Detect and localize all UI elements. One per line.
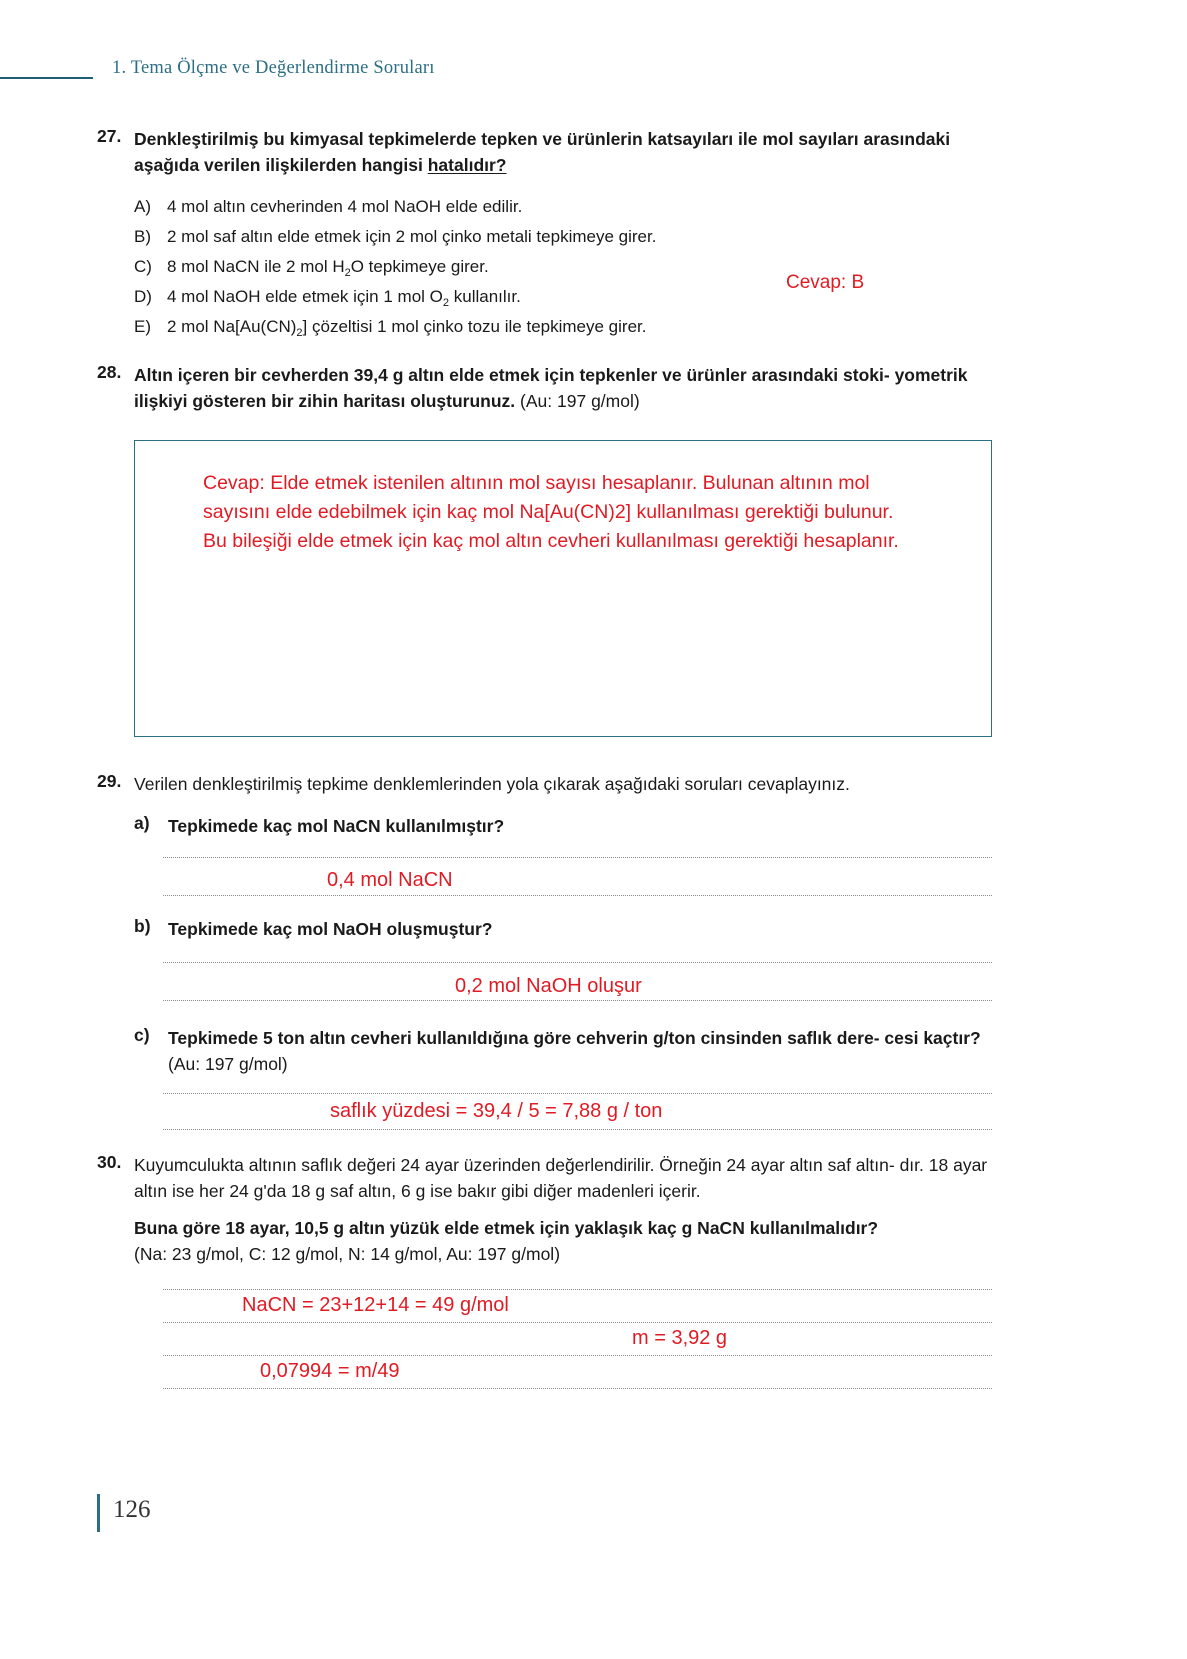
option-c-text-a: 8 mol NaCN ile 2 mol H [167,257,345,276]
question-30-number: 30. [97,1152,122,1172]
question-28-note: (Au: 197 g/mol) [520,391,640,411]
header-title: 1. Tema Ölçme ve Değerlendirme Soruları [112,58,435,78]
subquestion-c-answer: saflık yüzdesi = 39,4 / 5 = 7,88 g / ton [330,1100,663,1122]
option-a-label: A) [134,197,151,216]
option-e-text-a: 2 mol Na[Au(CN) [167,317,297,336]
answer-line-30-4 [163,1388,992,1389]
option-c-label: C) [134,257,152,276]
question-28-answer-text: Cevap: Elde etmek istenilen altının mol sayısı hesaplanır. Bulunan altının mol sayısını elde edebilmek için kaç mol Na[Au(CN)2] kullanılması gerektiği bulunur. Bu bileşiği elde etmek için kaç mol altın cevheri kullanılması gerektiği hesaplanır. [203,472,899,552]
subquestion-c-text-line1: Tepkimede 5 ton altın cevheri kullanıldığına göre cehverin g/ton cinsinden saflık dere- [168,1028,880,1048]
question-28-prompt [134,362,997,414]
question-30-prompt-line2: dır. 18 ayar altın ise her 24 g'da 18 g saf altın, 6 g ise bakır gibi diğer madenleri içerir. [134,1155,988,1201]
question-28-prompt-line2: yometrik ilişkiyi gösteren bir zihin haritası oluşturunuz. [134,365,968,411]
subquestion-a-label: a) [134,813,150,833]
question-29-prompt [134,771,997,797]
question-28-prompt-line1: Altın içeren bir cevherden 39,4 g altın elde etmek için tepkenler ve ürünler arasındaki stoki- [134,365,890,385]
option-b-label: B) [134,227,151,246]
option-a-text: 4 mol altın cevherinden 4 mol NaOH elde edilir. [167,197,523,216]
question-27-prompt [134,126,997,178]
question-30-followup [97,1215,997,1267]
question-30-prompt-line1: Kuyumculukta altının saflık değeri 24 ayar üzerinden değerlendirilir. Örneğin 24 ayar altın saf altın- [134,1155,895,1175]
subquestion-c-note: (Au: 197 g/mol) [168,1054,288,1074]
subquestion-b-answer: 0,2 mol NaOH oluşur [455,975,642,997]
page-number: 126 [113,1496,151,1523]
subquestion-c-text-line2: cesi kaçtır? [884,1028,981,1048]
question-27-options [134,192,834,342]
answer-line-b-1 [163,962,992,963]
question-30-bold-prompt: Buna göre 18 ayar, 10,5 g altın yüzük elde etmek için yaklaşık kaç g NaCN kullanılmalıdır? [134,1218,879,1238]
option-c [134,252,834,282]
question-30-answer-1: NaCN = 23+12+14 = 49 g/mol [242,1294,509,1316]
subquestion-a-answer: 0,4 mol NaCN [327,869,453,891]
answer-line-a-2 [163,895,992,896]
answer-line-c-2 [163,1129,992,1130]
answer-line-c-1 [163,1093,992,1094]
subquestion-b-label: b) [134,916,151,936]
subquestion-c [134,1025,1004,1077]
question-30-answer-3: 0,07994 = m/49 [260,1360,400,1382]
question-30-note: (Na: 23 g/mol, C: 12 g/mol, N: 14 g/mol, Au: 197 g/mol) [134,1244,561,1264]
option-c-subscript: 2 [344,267,351,279]
option-c-text-b: O tepkimeye girer. [350,257,489,276]
option-e-label: E) [134,317,151,336]
question-27-number: 27. [97,126,122,146]
footer-accent-bar [97,1494,100,1532]
answer-line-b-2 [163,1000,992,1001]
option-b-text: 2 mol saf altın elde etmek için 2 mol çinko metali tepkimeye girer. [167,227,657,246]
option-d-subscript: 2 [442,297,450,309]
question-29 [97,771,997,797]
option-d [134,282,834,312]
subquestion-c-label: c) [134,1025,150,1045]
question-27-answer: Cevap: B [786,272,865,293]
option-d-text-b: kullanılır. [449,287,521,306]
question-30-prompt [134,1152,997,1204]
option-d-label: D) [134,287,152,306]
answer-line-a-1 [163,857,992,858]
question-29-number: 29. [97,771,122,791]
option-e-text-b: ] çözeltisi 1 mol çinko tozu ile tepkimeye girer. [302,317,647,336]
question-27 [97,126,997,178]
subquestion-b-text: Tepkimede kaç mol NaOH oluşmuştur? [168,919,493,939]
question-29-prompt-line1: Verilen denkleştirilmiş tepkime denklemlerinden yola çıkarak aşağıdaki soruları cevaplayınız. [134,774,850,794]
option-e [134,312,834,342]
option-d-text-a: 4 mol NaOH elde etmek için 1 mol O [167,287,443,306]
question-28 [97,362,997,414]
answer-line-30-3 [163,1355,992,1356]
subquestion-c-text [168,1025,1004,1077]
subquestion-a [134,813,1004,839]
question-27-prompt-line2: arasındaki aşağıda verilen ilişkilerden hangisi [134,129,951,175]
option-b [134,222,834,252]
question-28-number: 28. [97,362,122,382]
page-header [0,58,1187,90]
header-rule [0,77,93,79]
question-30 [97,1152,997,1204]
subquestion-a-text: Tepkimede kaç mol NaCN kullanılmıştır? [168,816,505,836]
question-27-prompt-line1: Denkleştirilmiş bu kimyasal tepkimelerde tepken ve ürünlerin katsayıları ile mol sayıları [134,129,859,149]
option-e-subscript: 2 [296,327,303,339]
answer-line-30-2 [163,1322,992,1323]
question-27-underlined-word: hatalıdır? [427,155,507,175]
answer-line-30-1 [163,1289,992,1290]
option-a [134,192,834,222]
question-28-answer-box [134,440,992,737]
question-30-answer-2: m = 3,92 g [632,1327,728,1349]
subquestion-b [134,916,1004,942]
